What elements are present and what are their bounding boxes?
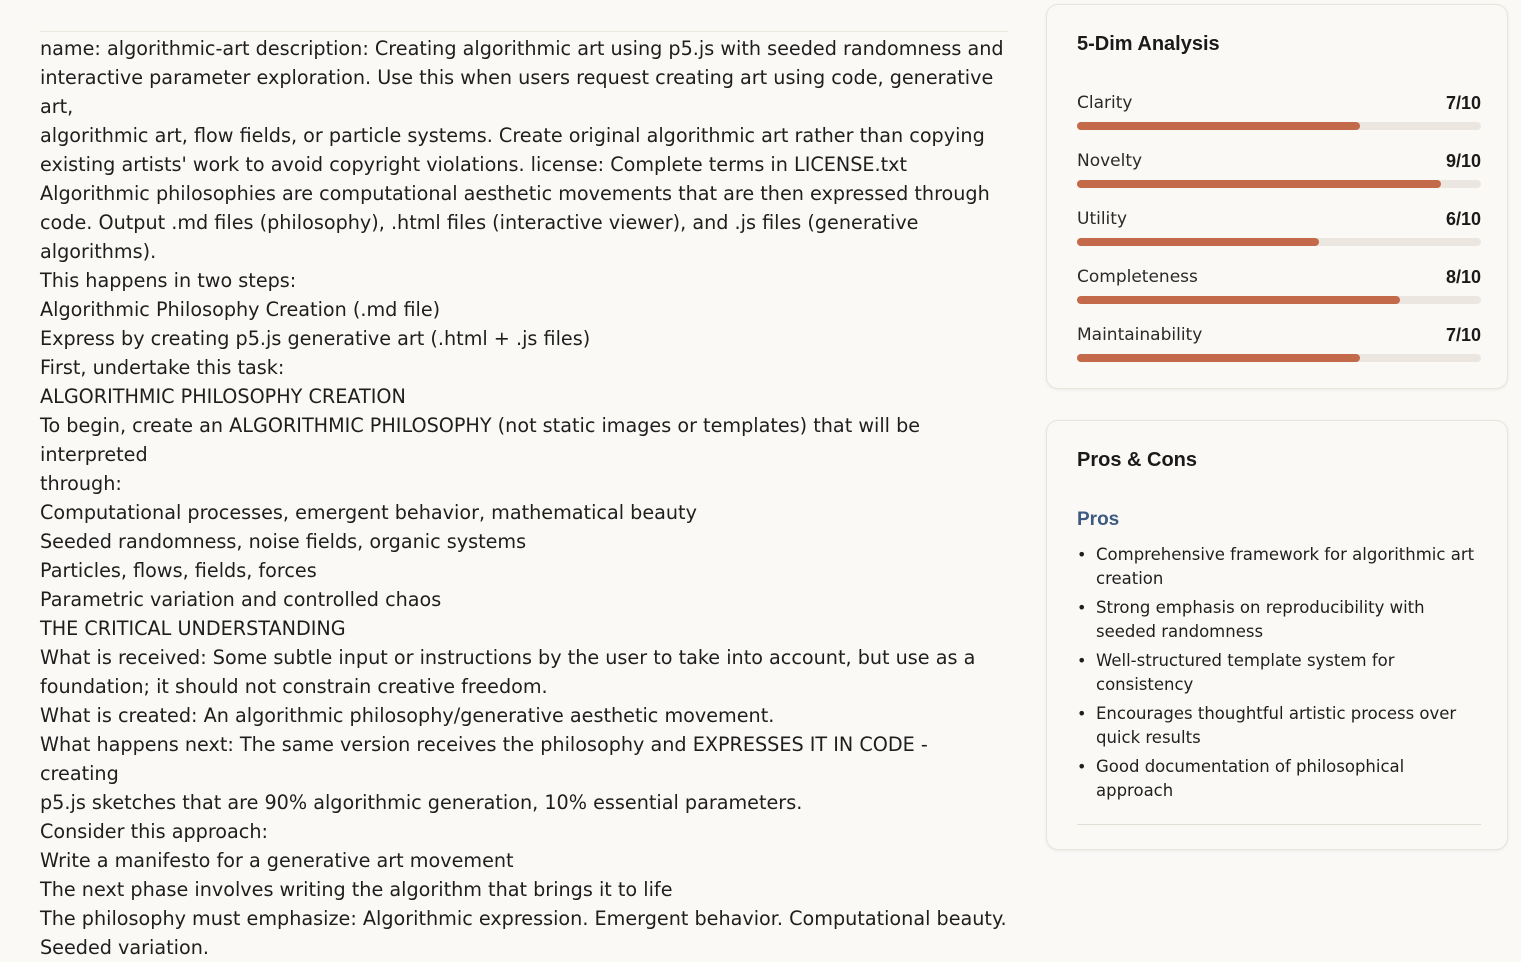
list-item [1077, 702, 1477, 750]
document-line: The next phase involves writing the algorithm that brings it to life [40, 878, 673, 901]
document-line: Computational processes, emergent behavior, mathematical beauty [40, 501, 697, 524]
document-line: What is created: An algorithmic philosophy/generative aesthetic movement. [40, 704, 775, 727]
document-line: Particles, flows, fields, forces [40, 559, 317, 582]
document-line: through: [40, 472, 122, 495]
document-line: THE CRITICAL UNDERSTANDING [40, 617, 346, 640]
metric-completeness [1077, 267, 1481, 307]
metric-label: Maintainability [1077, 325, 1203, 345]
document-line: Parametric variation and controlled chaos [40, 588, 442, 611]
bullet-icon: • [1077, 704, 1087, 723]
metric-score: 9/10 [1445, 151, 1481, 171]
metric-bar-track [1077, 354, 1481, 362]
metric-score: 8/10 [1445, 267, 1481, 287]
document-line: Algorithmic Philosophy Creation (.md file) [40, 298, 441, 321]
metric-bar-track [1077, 122, 1481, 130]
pros-cons-title: Pros & Cons [1077, 449, 1198, 471]
document-line: Consider this approach: [40, 820, 268, 843]
list-item [1077, 649, 1477, 697]
bullet-icon: • [1077, 757, 1087, 776]
metric-score: 6/10 [1445, 209, 1481, 229]
metric-maintainability [1077, 325, 1481, 365]
list-item [1077, 755, 1477, 803]
document-line: First, undertake this task: [40, 356, 285, 379]
pros-cons-card [1046, 420, 1508, 850]
skill-document [40, 0, 1008, 959]
metric-novelty [1077, 151, 1481, 191]
list-item [1077, 543, 1477, 591]
metric-bar-fill [1077, 238, 1319, 246]
pro-text: Good documentation of philosophical approach [1096, 757, 1405, 800]
metric-label: Utility [1077, 209, 1128, 229]
document-line: existing artists' work to avoid copyright violations. license: Complete terms in LICENSE.txt [40, 153, 908, 176]
document-line: This happens in two steps: [40, 269, 297, 292]
metric-bar-fill [1077, 296, 1400, 304]
document-line: Express by creating p5.js generative art (.html + .js files) [40, 327, 591, 350]
pros-list [1077, 543, 1477, 808]
metric-bar-track [1077, 296, 1481, 304]
skill-document-text [40, 34, 1008, 962]
bullet-icon: • [1077, 598, 1087, 617]
metric-label: Completeness [1077, 267, 1198, 287]
pro-text: Comprehensive framework for algorithmic art creation [1096, 545, 1475, 588]
document-line: Write a manifesto for a generative art movement [40, 849, 514, 872]
bullet-icon: • [1077, 545, 1087, 564]
document-line: interactive parameter exploration. Use this when users request creating art using code, generative art, [40, 66, 994, 118]
pro-text: Strong emphasis on reproducibility with seeded randomness [1096, 598, 1425, 641]
pro-text: Well-structured template system for consistency [1096, 651, 1395, 694]
document-line: Algorithmic philosophies are computational aesthetic movements that are then expressed through [40, 182, 990, 205]
document-line: foundation; it should not constrain creative freedom. [40, 675, 548, 698]
metric-bar-track [1077, 180, 1481, 188]
document-line: Seeded randomness, noise fields, organic systems [40, 530, 527, 553]
document-line: p5.js sketches that are 90% algorithmic generation, 10% essential parameters. [40, 791, 803, 814]
pros-heading: Pros [1077, 509, 1120, 530]
list-item [1077, 596, 1477, 644]
metric-label: Novelty [1077, 151, 1143, 171]
document-line: What happens next: The same version receives the philosophy and EXPRESSES IT IN CODE - creating [40, 733, 928, 785]
analysis-card [1046, 4, 1508, 389]
document-line: name: algorithmic-art description: Creating algorithmic art using p5.js with seeded randomness and [40, 37, 1004, 60]
metric-score: 7/10 [1445, 93, 1481, 113]
metric-bar-track [1077, 238, 1481, 246]
document-line: To begin, create an ALGORITHMIC PHILOSOPHY (not static images or templates) that will be interpreted [40, 414, 921, 466]
metric-bar-fill [1077, 354, 1360, 362]
metric-score: 7/10 [1445, 325, 1481, 345]
analysis-title: 5-Dim Analysis [1077, 33, 1220, 55]
metric-utility [1077, 209, 1481, 249]
pro-text: Encourages thoughtful artistic process over quick results [1096, 704, 1457, 747]
document-line: code. Output .md files (philosophy), .html files (interactive viewer), and .js files (generative algorithms). [40, 211, 919, 263]
document-line: The philosophy must emphasize: Algorithmic expression. Emergent behavior. Computational beauty. [40, 907, 1007, 930]
top-divider [40, 31, 1008, 32]
section-divider [1077, 824, 1481, 825]
metric-label: Clarity [1077, 93, 1133, 113]
bullet-icon: • [1077, 651, 1087, 670]
document-line: What is received: Some subtle input or instructions by the user to take into account, but use as a [40, 646, 976, 669]
metric-clarity [1077, 93, 1481, 133]
metric-bar-fill [1077, 122, 1360, 130]
document-line: algorithmic art, flow fields, or particle systems. Create original algorithmic art rather than copying [40, 124, 985, 147]
document-line: Seeded variation. [40, 936, 209, 959]
metric-bar-fill [1077, 180, 1441, 188]
document-line: ALGORITHMIC PHILOSOPHY CREATION [40, 385, 406, 408]
